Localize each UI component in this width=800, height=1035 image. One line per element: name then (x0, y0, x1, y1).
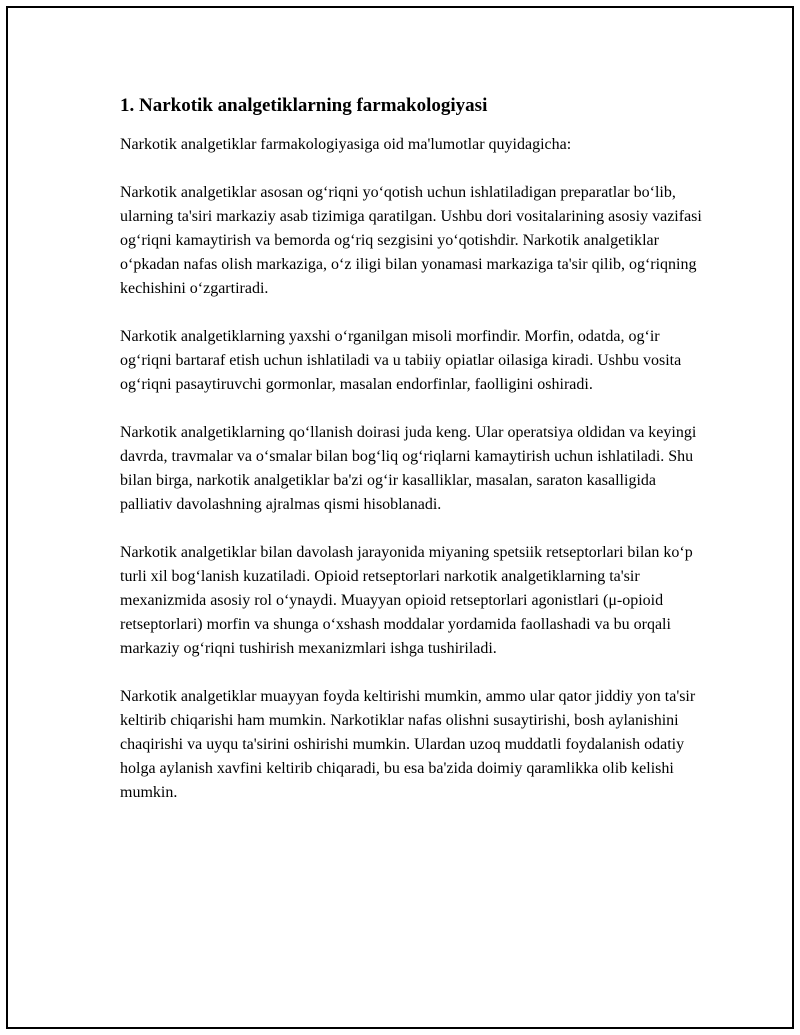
document-body (120, 94, 710, 829)
paragraph-5: Narkotik analgetiklar muayyan foyda keltirishi mumkin, ammo ular qator jiddiy yon ta'sir keltirib chiqarishi ham mumkin. Narkotiklar nafas olishni susaytirishi, bosh aylanishini chaqirishi va uyqu ta'sirini oshirishi mumkin. Ulardan uzoq muddatli foydalanish odatiy holga aylanish xavfini keltirib chiqaradi, bu esa ba'zida doimiy qaramlikka olib kelishi mumkin. (120, 687, 696, 801)
paragraph-3: Narkotik analgetiklarning qo‘llanish doirasi juda keng. Ular operatsiya oldidan va keyingi davrda, travmalar va o‘smalar bilan bog‘liq og‘riqlarni kamaytirish uchun ishlatiladi. Shu bilan birga, narkotik analgetiklar ba'zi og‘ir kasalliklar, masalan, saraton kasalligida palliativ davolashning ajralmas qismi hisoblanadi. (120, 423, 697, 513)
intro-paragraph: Narkotik analgetiklar farmakologiyasiga oid ma'lumotlar quyidagicha: (120, 135, 572, 153)
paragraph-2: Narkotik analgetiklarning yaxshi o‘rganilgan misoli morfindir. Morfin, odatda, og‘ir og‘riqni bartaraf etish uchun ishlatiladi va u tabiiy opiatlar oilasiga kiradi. Ushbu vosita og‘riqni pasaytiruvchi gormonlar, masalan endorfinlar, faolligini oshiradi. (120, 327, 682, 393)
section-heading: 1. Narkotik analgetiklarning farmakologiyasi (120, 95, 488, 116)
paragraph-1: Narkotik analgetiklar asosan og‘riqni yo‘qotish uchun ishlatiladigan preparatlar bo‘lib, ularning ta'siri markaziy asab tizimiga qaratilgan. Ushbu dori vositalarining asosiy vazifasi og‘riqni kamaytirish va bemorda og‘riq sezgisini yo‘qotishdir. Narkotik analgetiklar o‘pkadan nafas olish markaziga, o‘z iligi bilan yonamasi markaziga ta'sir qilib, og‘riqning kechishini o‘zgartiradi. (120, 183, 702, 297)
paragraph-4: Narkotik analgetiklar bilan davolash jarayonida miyaning spetsiik retseptorlari bilan ko‘p turli xil bog‘lanish kuzatiladi. Opioid retseptorlari narkotik analgetiklarning ta'sir mexanizmida asosiy rol o‘ynaydi. Muayyan opioid retseptorlari agonistlari (μ-opioid retseptorlari) morfin va shunga o‘xshash moddalar yordamida faollashadi va bu orqali markaziy og‘riqni tushirish mexanizmlari ishga tushiriladi. (120, 543, 693, 657)
page-frame (6, 6, 794, 1029)
